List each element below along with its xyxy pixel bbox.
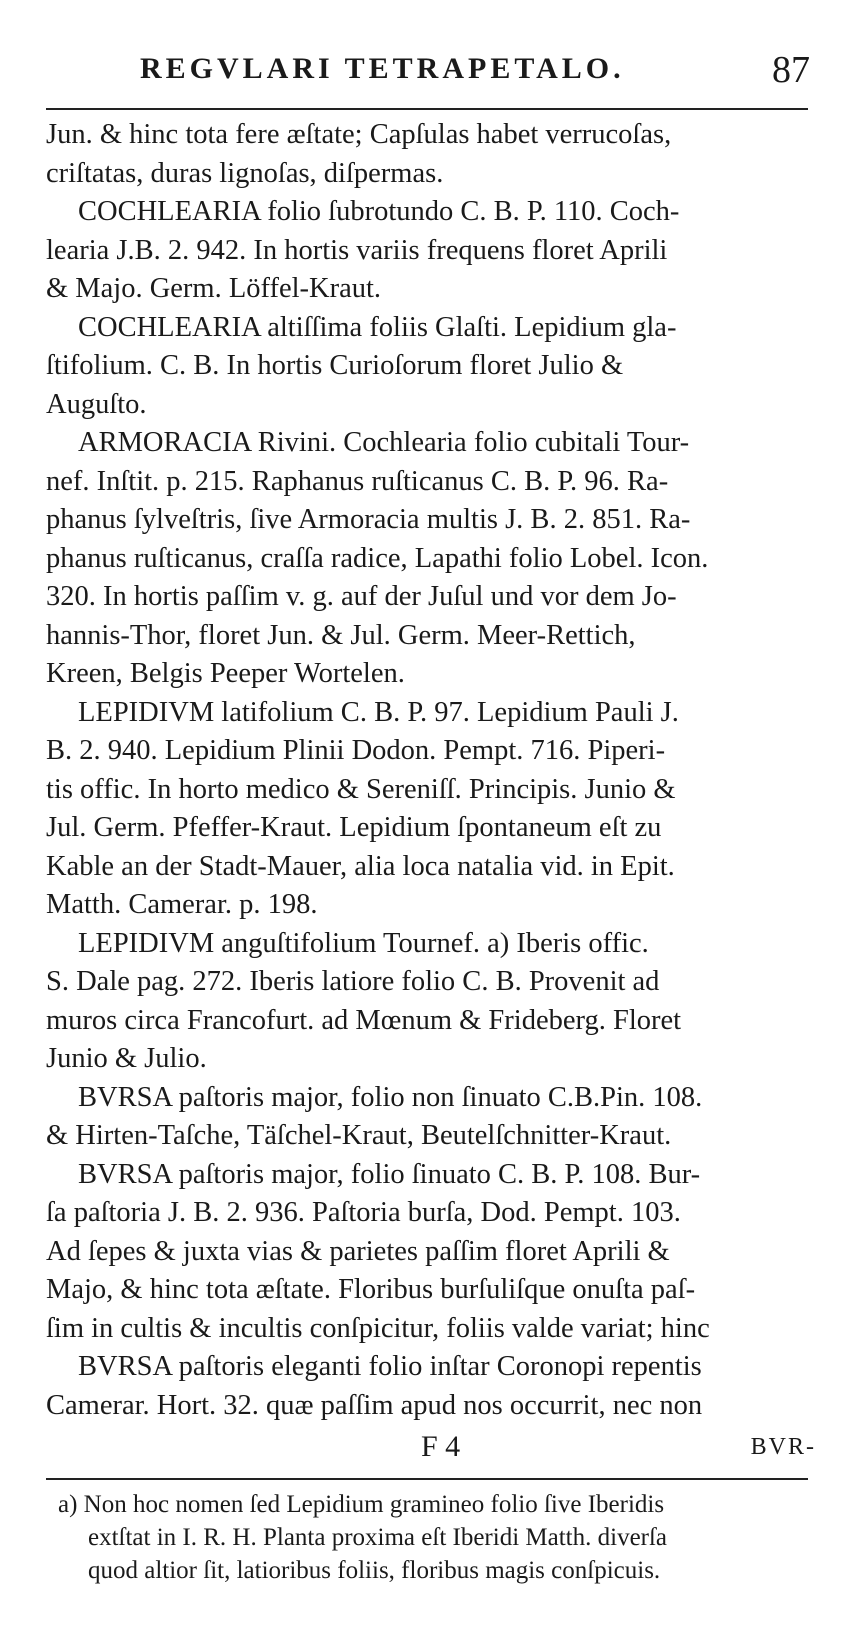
entry-bursa-3: BVRSA paſtoris eleganti folio inſtar Coronopi repentis (78, 1351, 702, 1382)
text-line: Kreen, Belgis Peeper Wortelen. (46, 658, 405, 689)
text-line: Majo, & hinc tota æſtate. Floribus burſuliſque onuſta paſ- (46, 1274, 696, 1305)
text-line: ſim in cultis & incultis conſpicitur, foliis valde variat; hinc (46, 1312, 710, 1344)
text-line: phanus ruſticanus, craſſa radice, Lapathi folio Lobel. Icon. (46, 542, 709, 574)
text-line: hannis-Thor, floret Jun. & Jul. Germ. Meer-Rettich, (46, 619, 636, 651)
text-line: Camerar. Hort. 32. quæ paſſim apud nos occurrit, nec non (46, 1389, 703, 1421)
entry-cochlearia-1: COCHLEARIA folio ſubrotundo C. B. P. 110. Coch- (78, 196, 680, 227)
text-line: tis offic. In horto medico & Sereniſſ. Principis. Junio & (46, 773, 676, 805)
text-line: Jul. Germ. Pfeffer-Kraut. Lepidium ſpontaneum eſt zu (46, 812, 662, 843)
running-head: REGVLARI TETRAPETALO. (140, 52, 625, 85)
header-rule (46, 108, 808, 110)
signature-mark: F 4 (421, 1430, 461, 1463)
text-line: B. 2. 940. Lepidium Plinii Dodon. Pempt. 716. Piperi- (46, 735, 666, 766)
entry-armoracia: ARMORACIA Rivini. Cochlearia folio cubitali Tour- (78, 427, 690, 458)
footnote-rule (46, 1478, 808, 1480)
text-line: Jun. & hinc tota fere æſtate; Capſulas habet verrucoſas, (46, 119, 672, 150)
text-line: 320. In hortis paſſim v. g. auf der Juſul und vor dem Jo- (46, 581, 677, 612)
footnote-line: quod altior ſit, latioribus foliis, floribus magis conſpicuis. (88, 1557, 661, 1584)
text-line: Ad ſepes & juxta vias & parietes paſſim floret Aprili & (46, 1235, 670, 1267)
footnote-line: extſtat in I. R. H. Planta proxima eſt Iberidi Matth. diverſa (88, 1524, 668, 1551)
catchword: BVR- (750, 1434, 816, 1460)
text-line: nef. Inſtit. p. 215. Raphanus ruſticanus C. B. P. 96. Ra- (46, 465, 669, 497)
text-line: & Majo. Germ. Löffel-Kraut. (46, 273, 382, 304)
entry-cochlearia-2: COCHLEARIA altiſſima foliis Glaſti. Lepidium gla- (78, 311, 677, 343)
text-line: & Hirten-Taſche, Täſchel-Kraut, Beutelſchnitter-Kraut. (46, 1120, 672, 1151)
entry-bursa-1: BVRSA paſtoris major, folio non ſinuato C.B.Pin. 108. (78, 1081, 703, 1113)
entry-bursa-2: BVRSA paſtoris major, folio ſinuato C. B. P. 108. Bur- (78, 1158, 701, 1190)
page-header (0, 49, 850, 100)
footnote (58, 1488, 818, 1587)
text-line: criſtatas, duras lignoſas, diſpermas. (46, 157, 444, 189)
text-line: Junio & Julio. (46, 1043, 207, 1074)
entry-lepidium-1: LEPIDIVM latifolium C. B. P. 97. Lepidium Pauli J. (78, 696, 679, 728)
text-line: phanus ſylveſtris, ſive Armoracia multis J. B. 2. 851. Ra- (46, 504, 691, 535)
text-line: Kable an der Stadt-Mauer, alia loca natalia vid. in Epit. (46, 850, 675, 882)
entry-lepidium-2: LEPIDIVM anguſtifolium Tournef. a) Iberis offic. (78, 927, 649, 959)
page-number: 87 (772, 49, 810, 91)
text-line: S. Dale pag. 272. Iberis latiore folio C. B. Provenit ad (46, 966, 660, 997)
text-line: ſa paſtoria J. B. 2. 936. Paſtoria burſa, Dod. Pempt. 103. (46, 1197, 681, 1228)
text-line: Matth. Camerar. p. 198. (46, 889, 318, 920)
signature-line (46, 1430, 816, 1470)
text-line: muros circa Francofurt. ad Mœnum & Frideberg. Floret (46, 1004, 682, 1036)
text-line: Auguſto. (46, 388, 147, 420)
text-line: ſtifolium. C. B. In hortis Curioſorum floret Julio & (46, 350, 624, 381)
text-line: learia J.B. 2. 942. In hortis variis frequens floret Aprili (46, 234, 668, 266)
footnote-line: a) Non hoc nomen ſed Lepidium gramineo folio ſive Iberidis (58, 1491, 665, 1518)
main-text (46, 116, 816, 1425)
